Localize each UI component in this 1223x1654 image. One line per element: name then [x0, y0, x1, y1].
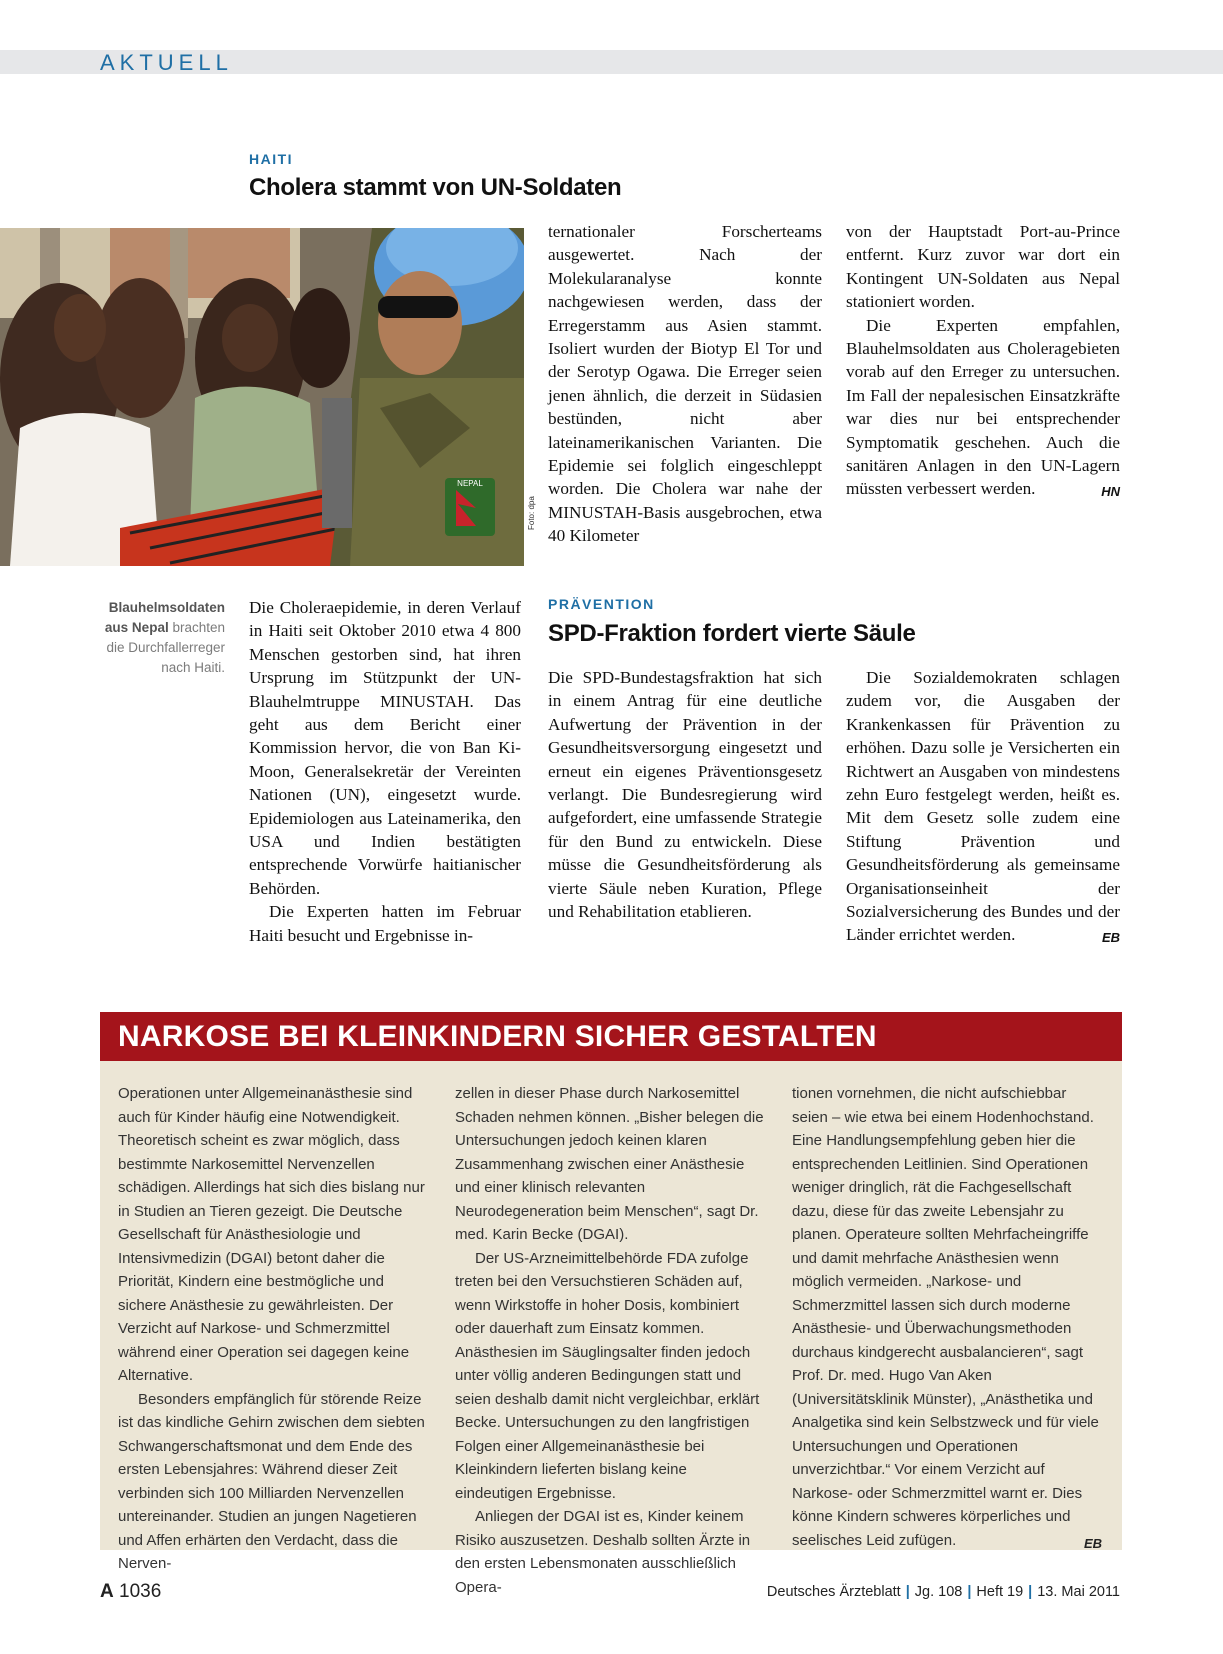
box-column-2 — [455, 1082, 765, 1599]
photo-caption — [90, 598, 225, 678]
article1-photo — [0, 228, 524, 566]
article1-headline: Cholera stammt von UN-Soldaten — [249, 174, 622, 201]
box-column-1 — [118, 1082, 428, 1576]
article2-column-1 — [548, 666, 822, 923]
un-soldier-crowd-image — [0, 228, 524, 566]
info-box-header — [100, 1012, 1122, 1061]
page-number: A 1036 — [100, 1581, 162, 1602]
patch-label: NEPAL — [457, 479, 483, 488]
box-column-3 — [792, 1082, 1102, 1555]
journal-name: Deutsches Ärzteblatt — [766, 1584, 901, 1600]
journal-volume: Jg. 108 — [914, 1584, 963, 1600]
journal-footer: Deutsches Ärzteblatt | Jg. 108 | Heft 19 | 13. Mai 2011 — [766, 1584, 1120, 1600]
info-box-title: NARKOSE BEI KLEINKINDERN SICHER GESTALTEN — [118, 1020, 877, 1053]
box-col1-paragraph: Besonders empfänglich für störende Reize ist das kindliche Gehirn zwischen dem siebten Schwangerschaftsmonat und dem Ende des ersten Lebensjahres: Während dieser Zeit verbinden sich 100 Milliarden Nervenzellen untereinander. Studien an jungen Nagetieren und Affen erhärten den Verdacht, dass die Nerven- — [118, 1390, 425, 1572]
journal-date: 13. Mai 2011 — [1037, 1584, 1120, 1600]
box-col1-paragraph: Operationen unter Allgemeinanästhesie sind auch für Kinder häufig eine Notwendigkeit. Theoretisch scheint es zwar möglich, dass bestimmte Narkosemittel Nervenzellen schädigen. Allerdings hat sich dies bislang nur in Studien an Tieren gezeigt. Die Deutsche Gesellschaft für Anästhesiologie und Intensivmedizin (DGAI) betont daher die Priorität, Kindern eine bestmögliche und sichere Anästhesie zu gewährleisten. Der Verzicht auf Narkose- und Schmerzmittel während einer Operation sei dagegen keine Alternative. — [118, 1085, 425, 1384]
caption-text: brachten die Durchfallerreger nach Haiti. — [106, 620, 225, 675]
article1-col2-paragraph: ternationaler Forscherteams ausgewertet. Nach der Molekularanalyse konnte nachgewiesen werden, dass der Erregerstamm aus Asien stammt. Isoliert wurden der Biotyp El Tor und der Serotyp Ogawa. Die Erreger seien jenen ähnlich, die derzeit in Südasien bestünden, nicht aber lateinamerikanischen Varianten. Die Epidemie sei folglich eingeschleppt worden. Die Cholera war nahe der MINUSTAH-Basis ausgebrochen, etwa 40 Kilometer — [548, 222, 822, 546]
article1-col1-paragraph: Die Experten hatten im Februar Haiti besucht und Ergebnisse in- — [249, 902, 521, 945]
box-col2-paragraph: zellen in dieser Phase durch Narkosemittel Schaden nehmen können. „Bisher belegen die Untersuchungen jedoch keinen klaren Zusammenhang zwischen einer Anästhesie und einer klinisch relevanten Neurodegeneration beim Menschen“, sagt Dr. med. Karin Becke (DGAI). — [455, 1085, 764, 1243]
article1-column-2 — [548, 220, 822, 548]
article1-signature: HN — [1101, 484, 1120, 500]
article1-kicker: HAITI — [249, 151, 294, 167]
box-col2-paragraph: Der US-Arzneimittelbehörde FDA zufolge treten bei den Versuchstieren Schäden auf, wenn Wirkstoffe in hoher Dosis, kombiniert oder dauerhaft zum Einsatz kommen. Anästhesien im Säuglingsalter finden jedoch unter völlig anderen Bedingungen statt und seien deshalb damit nicht vergleichbar, erklärt Becke. Untersuchungen zu den langfristigen Folgen einer Allgemeinanästhesie bei Kleinkindern lieferten bislang keine eindeutigen Ergebnisse. — [455, 1249, 760, 1502]
article1-column-3 — [846, 220, 1120, 504]
article1-col3-paragraph: Die Experten empfahlen, Blauhelmsoldaten aus Choleragebieten vorab auf den Erreger zu untersuchen. Im Fall der nepalesischen Einsatzkräfte war dies nur bei entsprechender Symptomatik geschehen. Auch die sanitären Anlagen in den UN-Lagern müssten verbessert werden. HN — [846, 314, 1120, 501]
article2-col1-paragraph: Die SPD-Bundestagsfraktion hat sich in einem Antrag für eine deutliche Aufwertung der Prävention in der Gesundheitsversorgung eingesetzt und erneut ein eigenes Präventionsgesetz verlangt. Die Bundesregierung wird aufgefordert, eine umfassende Strategie für den Bund zu entwickeln. Diese müsse die Gesundheitsförderung als vierte Säule neben Kuration, Pflege und Rehabilitation etablieren. — [548, 668, 822, 922]
article2-signature: EB — [1101, 930, 1120, 946]
box-col2-paragraph: Anliegen der DGAI ist es, Kinder keinem Risiko auszusetzen. Deshalb sollten Ärzte in den ersten Lebensmonaten ausschließlich Opera- — [455, 1508, 751, 1596]
article2-headline: SPD-Fraktion fordert vierte Säule — [548, 620, 916, 647]
caption-bold: Blauhelmsoldaten aus Nepal — [104, 600, 225, 635]
article1-column-1 — [249, 596, 521, 947]
article2-col2-paragraph: Die Sozialdemokraten schlagen zudem vor, die Ausgaben der Krankenkassen für Prävention zu erhöhen. Dazu solle je Versicherten ein Richtwert an Ausgaben von mindestens zehn Euro festgelegt werden, heißt es. Mit dem Gesetz solle zudem eine Stiftung Prävention und Gesundheitsförderung als gemeinsame Organisationseinheit der Sozialversicherung des Bundes und der Länder errichtet werden. EB — [846, 666, 1120, 947]
box-signature: EB — [1083, 1535, 1102, 1551]
article1-col3-paragraph: von der Hauptstadt Port-au-Prince entfernt. Kurz zuvor war dort ein Kontingent UN-Soldaten aus Nepal stationiert worden. — [846, 222, 1120, 312]
journal-issue: Heft 19 — [976, 1584, 1024, 1600]
section-rubric: AKTUELL — [100, 50, 233, 75]
box-col3-paragraph: tionen vornehmen, die nicht aufschiebbar seien – wie etwa bei einem Hodenhochstand. Eine Handlungsempfehlung geben hier die entsprechenden Leitlinien. Sind Operationen weniger dringlich, rät die Fachgesellschaft dazu, diese für das zweite Lebensjahr zu planen. Operateure sollten Mehrfacheingriffe und damit mehrfache Anästhesien wenn möglich vermeiden. „Narkose- und Schmerzmittel lassen sich durch moderne Anästhesie- und Überwachungsmethoden durchaus kindgerecht ausbalancieren“, sagt Prof. Dr. med. Hugo Van Aken (Universitätsklinik Münster), „Anästhetika und Analgetika sind kein Selbstzweck und für viele Untersuchungen und Operationen unverzichtbar.“ Vor einem Verzicht auf Narkose- oder Schmerzmittel warnt er. Dies könne Kindern schweres körperliches und seelisches Leid zufügen. EB — [792, 1082, 1102, 1552]
article2-kicker: PRÄVENTION — [548, 596, 655, 612]
article2-column-2 — [846, 666, 1120, 950]
article1-col1-paragraph: Die Choleraepidemie, in deren Verlauf in Haiti seit Oktober 2010 etwa 4 800 Menschen gestorben sind, hat ihren Ursprung im Stützpunkt der UN-Blauhelmtruppe MINUSTAH. Das geht aus dem Bericht einer Kommission hervor, die von Ban Ki-Moon, Generalsekretär der Vereinten Nationen (UN), eingesetzt wurde. Epidemiologen aus Lateinamerika, den USA und Indien bestätigten entsprechende Vorwürfe haitianischer Behörden. — [249, 598, 521, 898]
photo-credit: Foto: dpa — [527, 496, 536, 530]
